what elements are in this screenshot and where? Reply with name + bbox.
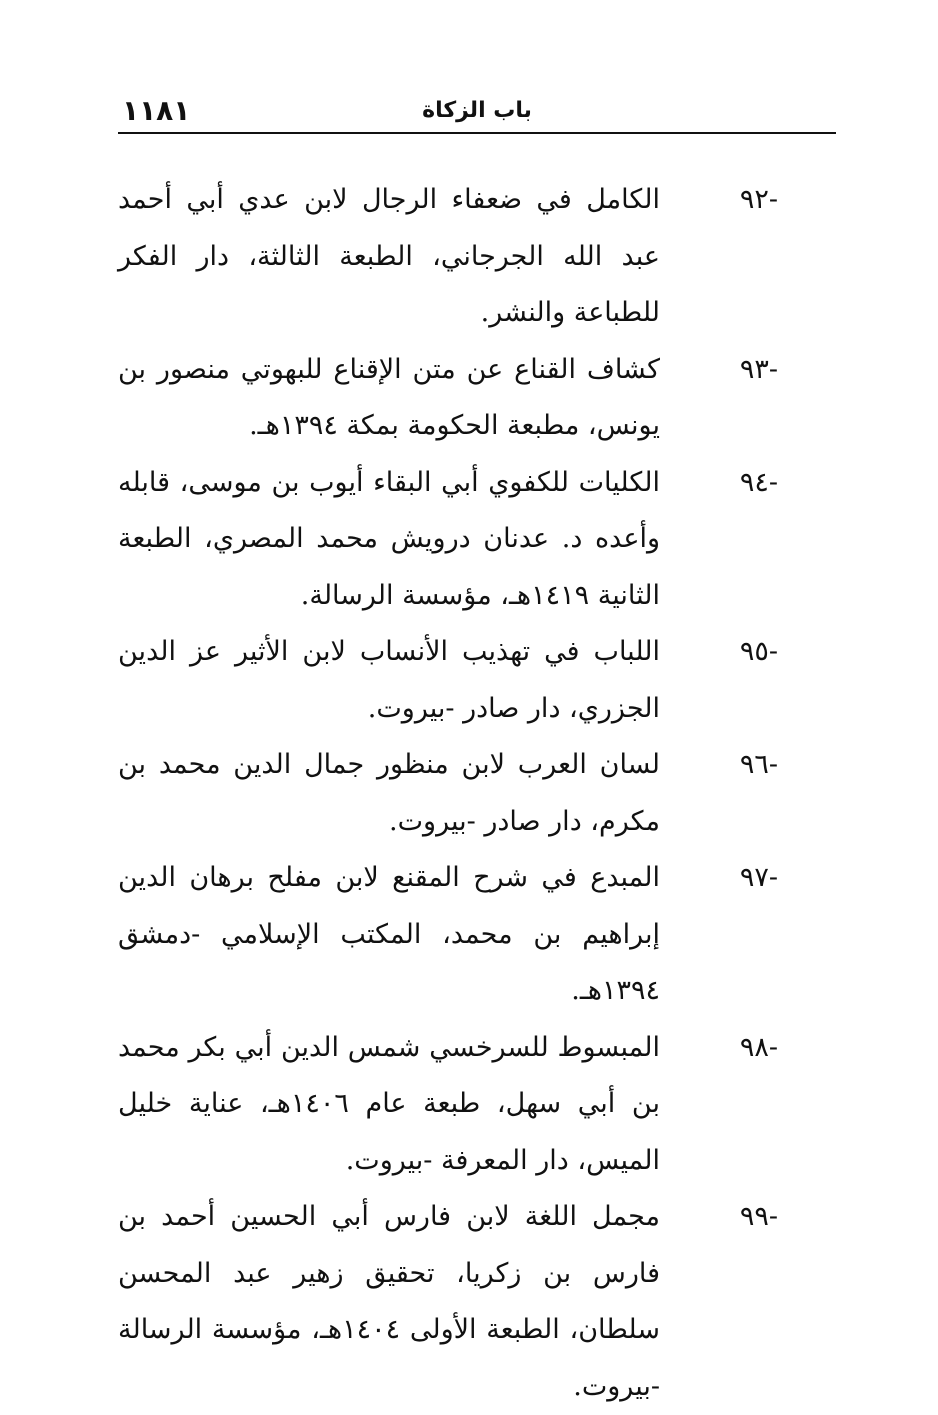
entry-number: -٩٨ [739, 1031, 778, 1063]
page-header [118, 88, 836, 134]
bibliography-entry [118, 172, 778, 342]
entry-text: المبدع في شرح المقنع لابن مفلح برهان الدين إبراهيم بن محمد، المكتب الإسلامي -دمشق ١٣٩٤هـ. [118, 862, 660, 1006]
bibliography-entry [118, 624, 778, 737]
page-number: ١١٨١ [122, 94, 191, 127]
bibliography-entry [118, 455, 778, 625]
entry-text: الكليات للكفوي أبي البقاء أيوب بن موسى، قابله وأعده د. عدنان درويش محمد المصري، الطبعة الثانية ١٤١٩هـ، مؤسسة الرسالة. [118, 466, 660, 611]
bibliography-entry [118, 1020, 778, 1190]
entry-text: المبسوط للسرخسي شمس الدين أبي بكر محمد بن أبي سهل، طبعة عام ١٤٠٦هـ، عناية خليل الميس، دار المعرفة -بيروت. [118, 1031, 660, 1176]
entry-number: -٩٧ [739, 862, 778, 893]
entry-text: مجمل اللغة لابن فارس أبي الحسين أحمد بن فارس بن زكريا، تحقيق زهير عبد المحسن سلطان، الطبعة الأولى ١٤٠٤هـ، مؤسسة الرسالة -بيروت. [118, 1201, 660, 1402]
entry-number: -٩٢ [739, 184, 778, 215]
bibliography-list [118, 172, 778, 1415]
bibliography-entry [118, 1189, 778, 1415]
entry-text: لسان العرب لابن منظور جمال الدين محمد بن مكرم، دار صادر -بيروت. [118, 749, 660, 837]
bibliography-entry [118, 342, 778, 455]
entry-number: -٩٥ [739, 636, 778, 667]
bibliography-entry [118, 850, 778, 1020]
running-title: باب الزكاة [422, 98, 532, 123]
entry-number: -٩٤ [739, 466, 778, 498]
entry-text: كشاف القناع عن متن الإقناع للبهوتي منصور بن يونس، مطبعة الحكومة بمكة ١٣٩٤هـ. [118, 353, 660, 441]
entry-number: -٩٦ [739, 749, 778, 780]
entry-number: -٩٩ [739, 1201, 778, 1232]
bibliography-entry [118, 737, 778, 850]
entry-text: الكامل في ضعفاء الرجال لابن عدي أبي أحمد عبد الله الجرجاني، الطبعة الثالثة، دار الفكر للطباعة والنشر. [118, 184, 660, 328]
entry-text: اللباب في تهذيب الأنساب لابن الأثير عز الدين الجزري، دار صادر -بيروت. [118, 636, 660, 724]
entry-number: -٩٣ [739, 353, 778, 385]
